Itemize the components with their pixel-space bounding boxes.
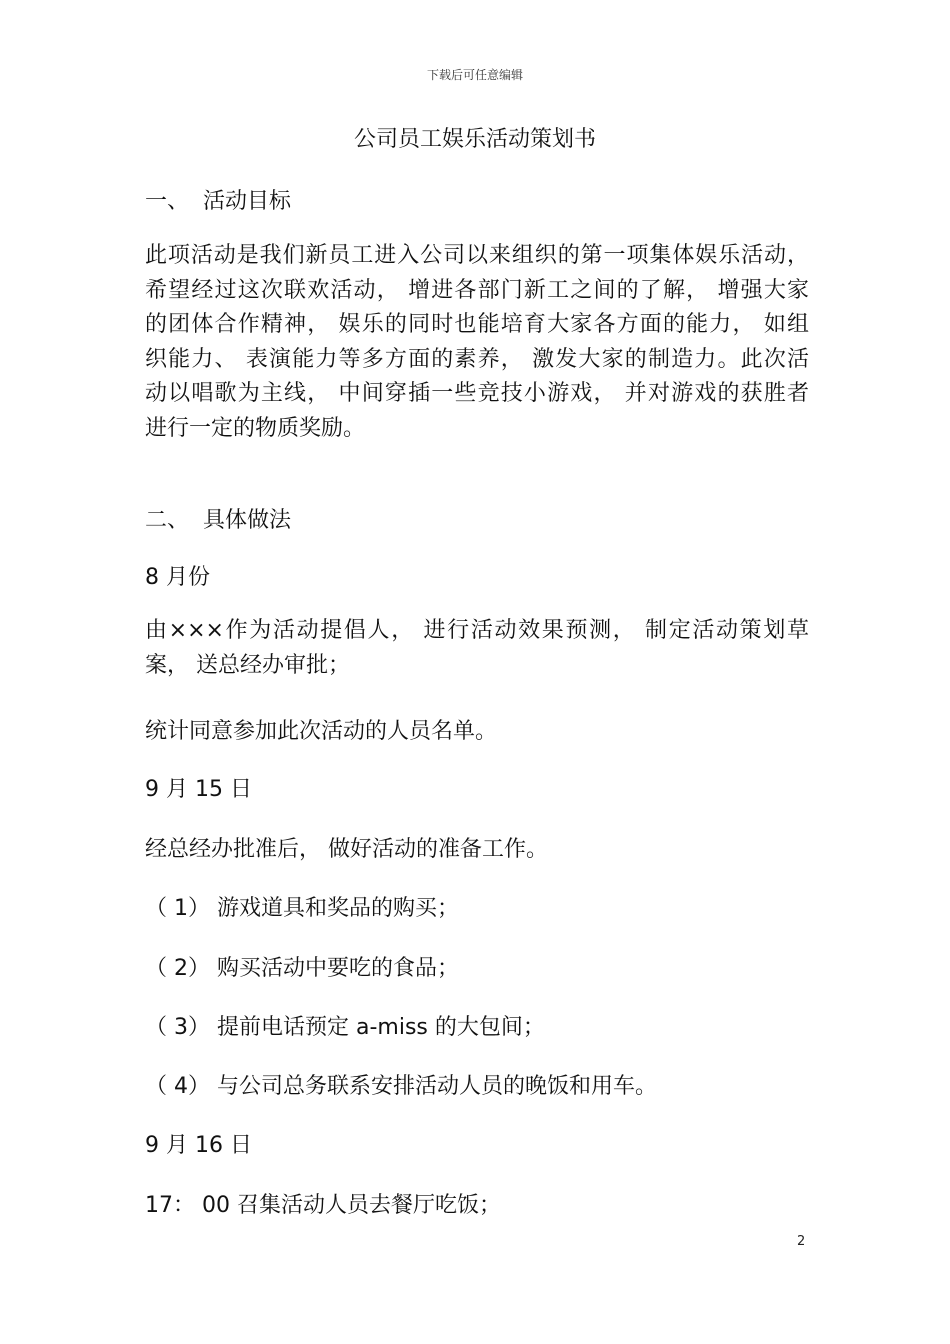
date-sep-16: 9 月 16 日 [145, 1133, 252, 1158]
section-1-paragraph [145, 239, 809, 446]
sep-16-item: 17： 00 召集活动人员去餐厅吃饭； [145, 1193, 501, 1218]
sep-15-item: （ 1） 游戏道具和奖品的购买； [145, 896, 459, 921]
section-2-heading [145, 503, 291, 534]
date-sep-15: 9 月 15 日 [145, 777, 252, 802]
date-august: 8 月份 [145, 565, 210, 590]
paragraph-line: 案， 送总经办审批； [145, 652, 350, 678]
paragraph-line: 希望经过这次联欢活动， 增进各部门新工之间的了解， 增强大家 [145, 277, 809, 303]
page-number: 2 [797, 1234, 806, 1249]
sep-15-intro: 经总经办批准后， 做好活动的准备工作。 [145, 837, 548, 862]
august-item-2: 统计同意参加此次活动的人员名单。 [145, 719, 498, 744]
section-1-title: 活动目标 [203, 189, 292, 214]
sep-15-item: （ 3） 提前电话预定 a-miss 的大包间； [145, 1015, 545, 1040]
section-2-title: 具体做法 [203, 508, 292, 533]
sep-15-item: （ 4） 与公司总务联系安排活动人员的晚饭和用车。 [145, 1074, 657, 1099]
paragraph-line: 动以唱歌为主线， 中间穿插一些竞技小游戏， 并对游戏的获胜者 [145, 381, 809, 406]
paragraph-line: 织能力、 表演能力等多方面的素养， 激发大家的制造力。此次活 [145, 346, 809, 372]
paragraph-line: 进行一定的物质奖励。 [145, 415, 366, 441]
document-title: 公司员工娱乐活动策划书 [353, 127, 596, 152]
section-1-marker: 一、 [145, 189, 190, 214]
section-2-marker: 二、 [145, 508, 190, 533]
page-header-note: 下载后可任意编辑 [426, 68, 523, 82]
august-item-1 [145, 614, 809, 683]
paragraph-line: 的团体合作精神， 娱乐的同时也能培育大家各方面的能力， 如组 [145, 312, 809, 337]
paragraph-line: 由×××作为活动提倡人， 进行活动效果预测， 制定活动策划草 [145, 618, 809, 643]
paragraph-line: 此项活动是我们新员工进入公司以来组织的第一项集体娱乐活动， [145, 243, 809, 268]
sep-15-item: （ 2） 购买活动中要吃的食品； [145, 956, 459, 981]
section-1-heading [145, 184, 291, 215]
